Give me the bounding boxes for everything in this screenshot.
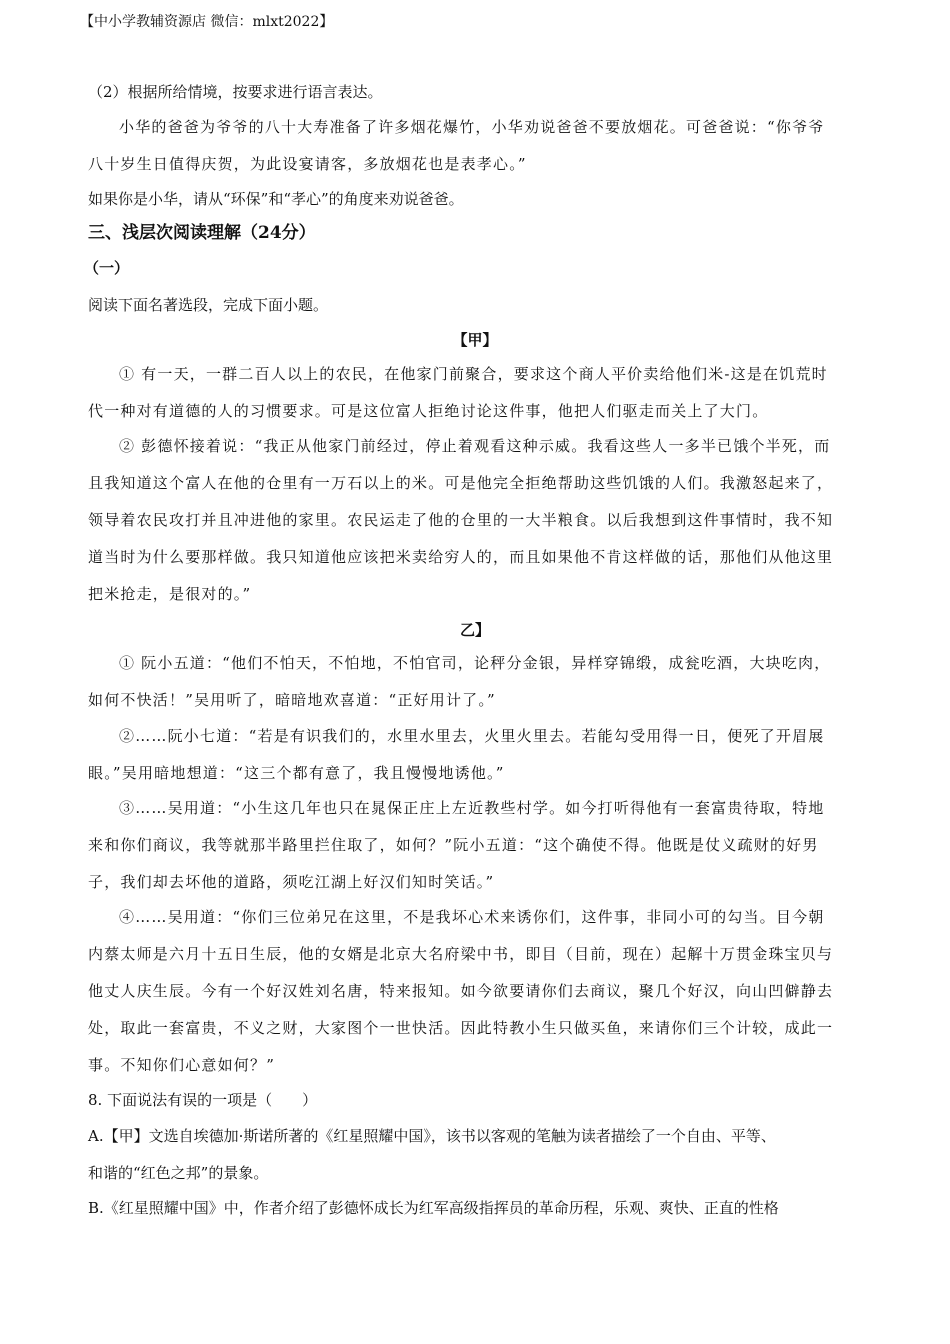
section-title: 三、浅层次阅读理解（24分） xyxy=(88,223,316,243)
yi-line-5: ③……吴用道：“小生这几年也只在晁保正庄上左近教些村学。如今打听得他有一套富贵待取，特地 xyxy=(119,799,825,817)
yi-line-6: 来和你们商议，我等就那半路里拦住取了，如何？”阮小五道：“这个确使不得。他既是仗义疏财的好男 xyxy=(88,836,819,854)
section-intro: 阅读下面名著选段，完成下面小题。 xyxy=(88,296,329,314)
jia-line-7: 把米抢走，是很对的。” xyxy=(88,585,252,603)
yi-line-3: ②……阮小七道：“若是有识我们的，水里水里去，火里火里去。若能勾受用得一日，便死了开眉展 xyxy=(119,727,825,745)
q8-option-b-line-1: B.《红星照耀中国》中，作者介绍了彭德怀成长为红军高级指挥员的革命历程，乐观、爽快、正直的性格 xyxy=(88,1199,779,1217)
section-sub: （一） xyxy=(84,259,130,277)
yi-line-12: 事。不知你们心意如何？” xyxy=(88,1056,276,1074)
q2-scene-line-1: 小华的爸爸为爷爷的八十大寿准备了许多烟花爆竹，小华劝说爸爸不要放烟花。可爸爸说：“你爷爷 xyxy=(119,118,825,136)
yi-line-9: 内蔡太师是六月十五日生辰，他的女婿是北京大名府梁中书，即目（目前，现在）起解十万贯金珠宝贝与 xyxy=(88,945,834,963)
q2-scene-line-2: 八十岁生日值得庆贺，为此设宴请客，多放烟花也是表孝心。” xyxy=(88,155,527,173)
q8-option-a-line-1: A.【甲】文选自埃德加·斯诺所著的《红星照耀中国》，该书以客观的笔触为读者描绘了一个自由、平等、 xyxy=(88,1127,776,1145)
jia-line-4: 且我知道这个富人在他的仓里有一万石以上的米。可是他完全拒绝帮助这些饥饿的人们。我激怒起来了， xyxy=(88,474,834,492)
yi-line-2: 如何不快活！”吴用听了，暗暗地欢喜道：“正好用计了。” xyxy=(88,691,496,709)
jia-title: 【甲】 xyxy=(452,331,498,349)
yi-line-8: ④……吴用道：“你们三位弟兄在这里，不是我坏心术来诱你们，这件事，非同小可的勾当。目今朝 xyxy=(119,908,825,926)
q2-task: 如果你是小华，请从“环保”和“孝心”的角度来劝说爸爸。 xyxy=(88,190,464,208)
q8-stem: 8. 下面说法有误的一项是（ ） xyxy=(88,1091,318,1109)
yi-line-7: 子，我们却去坏他的道路，须吃江湖上好汉们知时笑话。” xyxy=(88,873,495,891)
yi-line-10: 他丈人庆生辰。今有一个好汉姓刘名唐，特来报知。如今欲要请你们去商议，聚几个好汉，向山凹僻静去 xyxy=(88,982,834,1000)
yi-line-11: 处，取此一套富贵，不义之财，大家图个一世快活。因此特教小生只做买鱼，来请你们三个计较，成此一 xyxy=(88,1019,834,1037)
q8-option-a-line-2: 和谐的“红色之邦”的景象。 xyxy=(88,1164,269,1182)
yi-line-1: ① 阮小五道：“他们不怕天，不怕地，不怕官司，论秤分金银，异样穿锦缎，成瓮吃酒，大块吃肉， xyxy=(119,654,831,672)
jia-line-6: 道当时为什么要那样做。我只知道他应该把米卖给穷人的，而且如果他不肯这样做的话，那他们从他这里 xyxy=(88,548,834,566)
jia-line-2: 代一种对有道德的人的习惯要求。可是这位富人拒绝讨论这件事，他把人们驱走而关上了大门。 xyxy=(88,402,769,420)
jia-line-3: ② 彭德怀接着说：“我正从他家门前经过，停止着观看这种示威。我看这些人一多半已饿个半死，而 xyxy=(119,437,831,455)
jia-line-1: ① 有一天，一群二百人以上的农民，在他家门前聚合，要求这个商人平价卖给他们米-这是在饥荒时 xyxy=(119,365,828,383)
yi-line-4: 眼。”吴用暗地想道：“这三个都有意了，我且慢慢地诱他。” xyxy=(88,764,505,782)
page-header: 【中小学教辅资源店 微信：mlxt2022】 xyxy=(80,14,334,30)
q2-prompt: （2）根据所给情境，按要求进行语言表达。 xyxy=(88,83,383,101)
yi-title: 乙】 xyxy=(459,621,490,639)
jia-line-5: 领导着农民攻打并且冲进他的家里。农民运走了他的仓里的一大半粮食。以后我想到这件事情时，我不知 xyxy=(88,511,834,529)
